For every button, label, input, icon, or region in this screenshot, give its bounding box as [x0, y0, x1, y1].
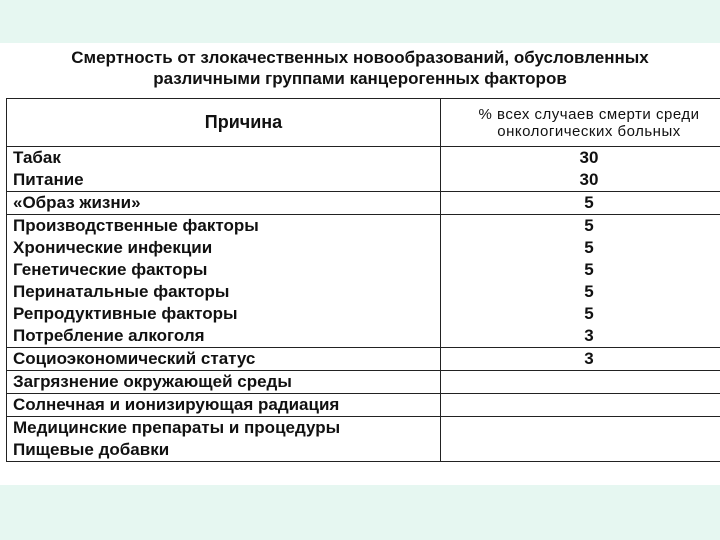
cause-name: Пищевые добавки	[13, 440, 170, 459]
header-percent-line-1: % всех случаев смерти среди	[478, 105, 700, 123]
cause-name: Генетические факторы	[13, 260, 208, 279]
table-row	[7, 371, 720, 394]
table-body	[7, 147, 720, 462]
cause-cell	[7, 215, 441, 348]
percent-value	[441, 439, 720, 461]
cause-name: Загрязнение окружающей среды	[13, 372, 292, 391]
header-percent-line-2: онкологических больных	[497, 122, 681, 140]
percent-value: 3	[584, 349, 594, 368]
cause-name: Солнечная и ионизирующая радиация	[13, 395, 340, 414]
percent-value	[441, 371, 720, 393]
cause-name: Медицинские препараты и процедуры	[13, 418, 341, 437]
percent-value: 5	[584, 216, 594, 235]
cause-cell	[7, 192, 441, 215]
percent-cell	[441, 417, 720, 462]
percent-value: 30	[579, 170, 599, 189]
table-row	[7, 215, 720, 348]
header-cause: Причина	[7, 99, 441, 147]
percent-value: 5	[584, 304, 594, 323]
cause-cell	[7, 394, 441, 417]
table-row	[7, 394, 720, 417]
percent-cell	[441, 371, 720, 394]
percent-value	[441, 394, 720, 416]
cause-cell	[7, 348, 441, 371]
cause-cell	[7, 417, 441, 462]
percent-cell	[441, 348, 720, 371]
cause-cell	[7, 371, 441, 394]
cause-name: «Образ жизни»	[13, 193, 141, 212]
cause-name: Питание	[13, 170, 84, 189]
title-line-2: различными группами канцерогенных факторов	[153, 69, 567, 88]
percent-value: 5	[584, 282, 594, 301]
percent-value: 30	[579, 148, 599, 167]
percent-cell	[441, 215, 720, 348]
cause-cell	[7, 147, 441, 192]
table-row	[7, 348, 720, 371]
cause-name: Производственные факторы	[13, 216, 259, 235]
percent-cell	[441, 192, 720, 215]
cause-name: Табак	[13, 148, 61, 167]
cause-name: Социоэкономический статус	[13, 349, 256, 368]
percent-cell	[441, 394, 720, 417]
percent-value: 5	[584, 238, 594, 257]
percent-value: 5	[584, 260, 594, 279]
cause-name: Перинатальные факторы	[13, 282, 230, 301]
percent-value: 5	[584, 193, 594, 212]
percent-value: 3	[584, 326, 594, 345]
slide-title	[0, 47, 720, 89]
table-row	[7, 417, 720, 462]
percent-cell	[441, 147, 720, 192]
table-row	[7, 192, 720, 215]
percent-value	[441, 417, 720, 439]
cause-name: Хронические инфекции	[13, 238, 213, 257]
cause-name: Потребление алкоголя	[13, 326, 205, 345]
header-percent	[441, 99, 720, 147]
cause-name: Репродуктивные факторы	[13, 304, 238, 323]
title-line-1: Смертность от злокачественных новообразований, обусловленных	[71, 48, 649, 67]
table-header-row	[7, 99, 720, 147]
table-row	[7, 147, 720, 192]
mortality-table	[6, 98, 720, 462]
